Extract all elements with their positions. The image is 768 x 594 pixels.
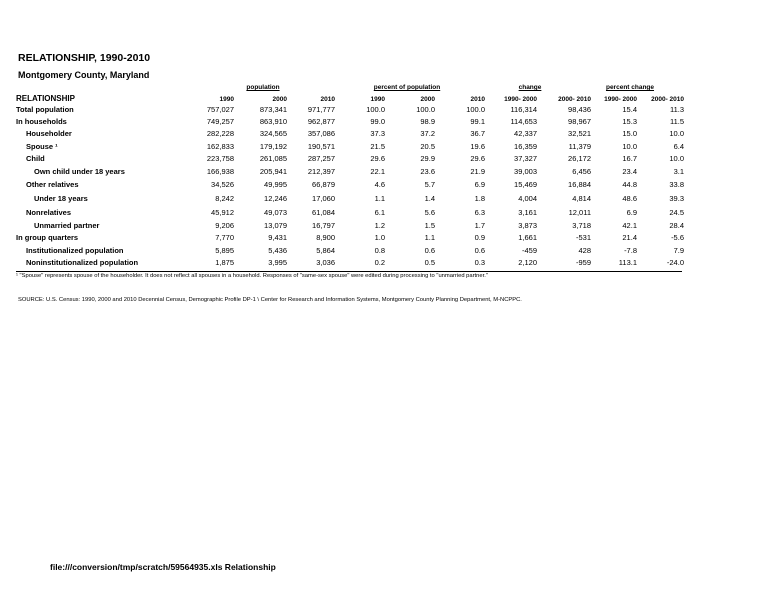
table-cell: 23.6: [420, 166, 435, 176]
table-cell: 26,172: [568, 154, 591, 164]
table-cell: 12,011: [568, 207, 591, 217]
table-cell: 29.9: [420, 154, 435, 164]
relationship-table: [16, 93, 684, 269]
table-cell: 16,359: [514, 141, 537, 151]
table-cell: 33.8: [669, 179, 684, 189]
row-label: Other relatives: [26, 179, 79, 189]
column-header: RELATIONSHIP: [16, 94, 75, 103]
table-cell: 15.0: [622, 129, 637, 139]
table-cell: 757,027: [206, 104, 234, 114]
table-cell: 44.8: [622, 179, 637, 189]
footnote: ¹ "Spouse" represents spouse of the householder. It does not reflect all spouses in a household. Responses of "same-sex spouse" were edited during processing to "unmarried partner.": [16, 273, 488, 279]
table-cell: 1,661: [518, 233, 537, 243]
table-cell: 0.3: [474, 258, 485, 268]
table-cell: 357,086: [307, 129, 335, 139]
column-header: 1990- 2000: [504, 96, 537, 103]
table-cell: 19.6: [470, 141, 485, 151]
table-cell: 3,873: [518, 221, 537, 231]
table-cell: 45,912: [211, 207, 234, 217]
table-cell: 190,571: [307, 141, 335, 151]
table-cell: 324,565: [259, 129, 287, 139]
row-label: Own child under 18 years: [34, 166, 125, 176]
table-cell: -24.0: [666, 258, 684, 268]
table-cell: 5,895: [215, 245, 234, 255]
table-row: [16, 128, 684, 140]
column-header: 1990: [219, 96, 234, 103]
table-cell: 1.5: [424, 221, 435, 231]
table-cell: -459: [521, 245, 537, 255]
table-cell: 37.2: [420, 129, 435, 139]
table-row: [16, 103, 684, 115]
table-cell: 113.1: [618, 258, 637, 268]
page-title: RELATIONSHIP, 1990-2010: [18, 52, 151, 64]
table-cell: 99.0: [370, 117, 385, 127]
table-cell: 1.1: [374, 193, 385, 203]
table-cell: 34,526: [211, 179, 234, 189]
table-cell: 15,469: [514, 179, 537, 189]
column-header: 1990: [370, 96, 385, 103]
row-label: Total population: [16, 104, 74, 114]
row-label: Noninstitutionalized population: [26, 258, 139, 268]
table-row: [16, 205, 684, 219]
group-header-percent-change: percent change: [605, 84, 655, 91]
table-cell: 66,879: [312, 179, 335, 189]
table-cell: 1.4: [424, 193, 435, 203]
table-cell: 873,341: [259, 104, 287, 114]
table-cell: 37,327: [514, 154, 537, 164]
table-cell: 1,875: [215, 258, 234, 268]
table-cell: 9,431: [268, 233, 287, 243]
table-cell: 98,967: [568, 117, 591, 127]
table-cell: 1.1: [424, 233, 435, 243]
table-cell: 212,397: [307, 166, 335, 176]
table-cell: 0.8: [374, 245, 385, 255]
table-cell: 24.5: [669, 207, 684, 217]
table-cell: 98,436: [568, 104, 591, 114]
table-cell: 6.1: [374, 207, 385, 217]
table-cell: 23.4: [622, 166, 637, 176]
row-label: In group quarters: [16, 233, 79, 243]
column-header: 2010: [470, 96, 485, 103]
table-cell: 3.1: [673, 166, 684, 176]
table-cell: 100.0: [366, 104, 385, 114]
table-cell: 21.4: [622, 233, 637, 243]
table-cell: 3,036: [316, 258, 335, 268]
table-cell: 11,379: [568, 141, 591, 151]
table-cell: 61,084: [312, 207, 335, 217]
row-label: Child: [26, 154, 45, 164]
table-cell: 7.9: [673, 245, 684, 255]
table-cell: 13,079: [264, 221, 287, 231]
table-cell: 6.9: [474, 179, 485, 189]
table-row: [16, 153, 684, 165]
column-header: 2000: [420, 96, 435, 103]
table-cell: 21.9: [470, 166, 485, 176]
table-cell: 0.6: [474, 245, 485, 255]
table-cell: 1.8: [474, 193, 485, 203]
group-header-population: population: [246, 84, 280, 91]
column-header: 2000: [272, 96, 287, 103]
row-label: Nonrelatives: [26, 207, 72, 217]
table-row: [16, 165, 684, 177]
table-cell: -531: [575, 233, 591, 243]
table-cell: 42.1: [622, 221, 637, 231]
column-header: 2010: [320, 96, 335, 103]
table-cell: 287,257: [307, 154, 335, 164]
table-cell: 179,192: [259, 141, 287, 151]
table-cell: 962,877: [307, 117, 335, 127]
table-cell: 29.6: [470, 154, 485, 164]
table-cell: 6.4: [673, 141, 684, 151]
table-cell: 10.0: [669, 129, 684, 139]
row-label: Householder: [26, 129, 72, 139]
table-cell: 3,995: [268, 258, 287, 268]
table-body: [16, 103, 684, 269]
table-cell: 11.3: [669, 104, 684, 114]
row-label: Spouse ¹: [26, 141, 58, 151]
row-label: Under 18 years: [34, 193, 88, 203]
table-cell: 11.5: [669, 117, 684, 127]
table-cell: -959: [575, 258, 591, 268]
table-cell: 6,456: [572, 166, 591, 176]
table-cell: 100.0: [416, 104, 435, 114]
table-row: [16, 191, 684, 205]
table-header-row: [16, 93, 684, 103]
table-cell: 971,777: [307, 104, 335, 114]
table-cell: 15.3: [622, 117, 637, 127]
table-cell: 5.7: [424, 179, 435, 189]
table-cell: 99.1: [470, 117, 485, 127]
row-label: Unmarried partner: [34, 221, 100, 231]
source-note: SOURCE: U.S. Census: 1990, 2000 and 2010 Decennial Census, Demographic Profile DP-1 \ Center for Research and Information Systems, Montgomery County Planning Department, M-NCPPC.: [18, 297, 522, 303]
table-cell: 5,436: [268, 245, 287, 255]
table-cell: 5.6: [424, 207, 435, 217]
group-header-change: change: [518, 84, 542, 91]
table-cell: 0.5: [424, 258, 435, 268]
table-cell: 21.5: [370, 141, 385, 151]
table-cell: 12,246: [264, 193, 287, 203]
table-cell: 6.9: [626, 207, 637, 217]
table-cell: 1.0: [374, 233, 385, 243]
table-cell: 0.2: [374, 258, 385, 268]
table-cell: 2,120: [518, 258, 537, 268]
column-header: 2000- 2010: [558, 96, 591, 103]
table-cell: 205,941: [259, 166, 287, 176]
table-cell: 100.0: [466, 104, 485, 114]
row-label: Institutionalized population: [26, 245, 124, 255]
table-cell: 48.6: [622, 193, 637, 203]
table-cell: 4,814: [572, 193, 591, 203]
table-cell: 16.7: [622, 154, 637, 164]
table-row: [16, 219, 684, 231]
table-cell: 39.3: [669, 193, 684, 203]
table-cell: 10.0: [669, 154, 684, 164]
table-row: [16, 115, 684, 127]
table-cell: 6.3: [474, 207, 485, 217]
table-cell: 8,900: [316, 233, 335, 243]
table-bottom-rule: [16, 271, 682, 272]
column-header: 1990- 2000: [604, 96, 637, 103]
table-cell: 162,833: [206, 141, 234, 151]
file-path-footer: file:///conversion/tmp/scratch/59564935.xls Relationship: [50, 562, 276, 572]
table-cell: 3,718: [572, 221, 591, 231]
table-row: [16, 177, 684, 191]
table-cell: 8,242: [215, 193, 234, 203]
table-cell: 17,060: [312, 193, 335, 203]
table-cell: 223,758: [206, 154, 234, 164]
table-cell: 28.4: [669, 221, 684, 231]
table-cell: 22.1: [370, 166, 385, 176]
table-cell: 428: [578, 245, 591, 255]
table-row: [16, 232, 684, 244]
table-cell: 261,085: [259, 154, 287, 164]
table-cell: 98.9: [420, 117, 435, 127]
table-cell: 116,314: [510, 104, 537, 114]
table-cell: 1.7: [474, 221, 485, 231]
table-cell: -5.6: [671, 233, 684, 243]
table-cell: 49,995: [264, 179, 287, 189]
table-cell: 15.4: [622, 104, 637, 114]
row-label: In households: [16, 117, 67, 127]
table-cell: 36.7: [470, 129, 485, 139]
table-cell: 9,206: [215, 221, 234, 231]
table-cell: 32,521: [568, 129, 591, 139]
table-cell: 114,653: [510, 117, 537, 127]
table-cell: 863,910: [259, 117, 287, 127]
table-row: [16, 244, 684, 256]
page-subtitle: Montgomery County, Maryland: [18, 70, 150, 80]
table-cell: 10.0: [622, 141, 637, 151]
table-cell: 42,337: [514, 129, 537, 139]
table-cell: 749,257: [206, 117, 234, 127]
table-cell: 20.5: [420, 141, 435, 151]
table-cell: 4.6: [374, 179, 385, 189]
column-header: 2000- 2010: [651, 96, 684, 103]
table-cell: 16,884: [568, 179, 591, 189]
table-cell: 3,161: [518, 207, 537, 217]
table-cell: -7.8: [624, 245, 637, 255]
table-row: [16, 257, 684, 269]
table-cell: 4,004: [518, 193, 537, 203]
table-cell: 282,228: [206, 129, 234, 139]
table-cell: 39,003: [514, 166, 537, 176]
table-cell: 5,864: [316, 245, 335, 255]
table-cell: 0.6: [424, 245, 435, 255]
table-cell: 7,770: [215, 233, 234, 243]
table-row: [16, 140, 684, 152]
group-header-percent: percent of population: [373, 84, 441, 91]
table-cell: 37.3: [370, 129, 385, 139]
table-cell: 166,938: [206, 166, 234, 176]
table-cell: 1.2: [374, 221, 385, 231]
table-cell: 16,797: [312, 221, 335, 231]
table-cell: 49,073: [264, 207, 287, 217]
table-cell: 29.6: [370, 154, 385, 164]
table-cell: 0.9: [474, 233, 485, 243]
